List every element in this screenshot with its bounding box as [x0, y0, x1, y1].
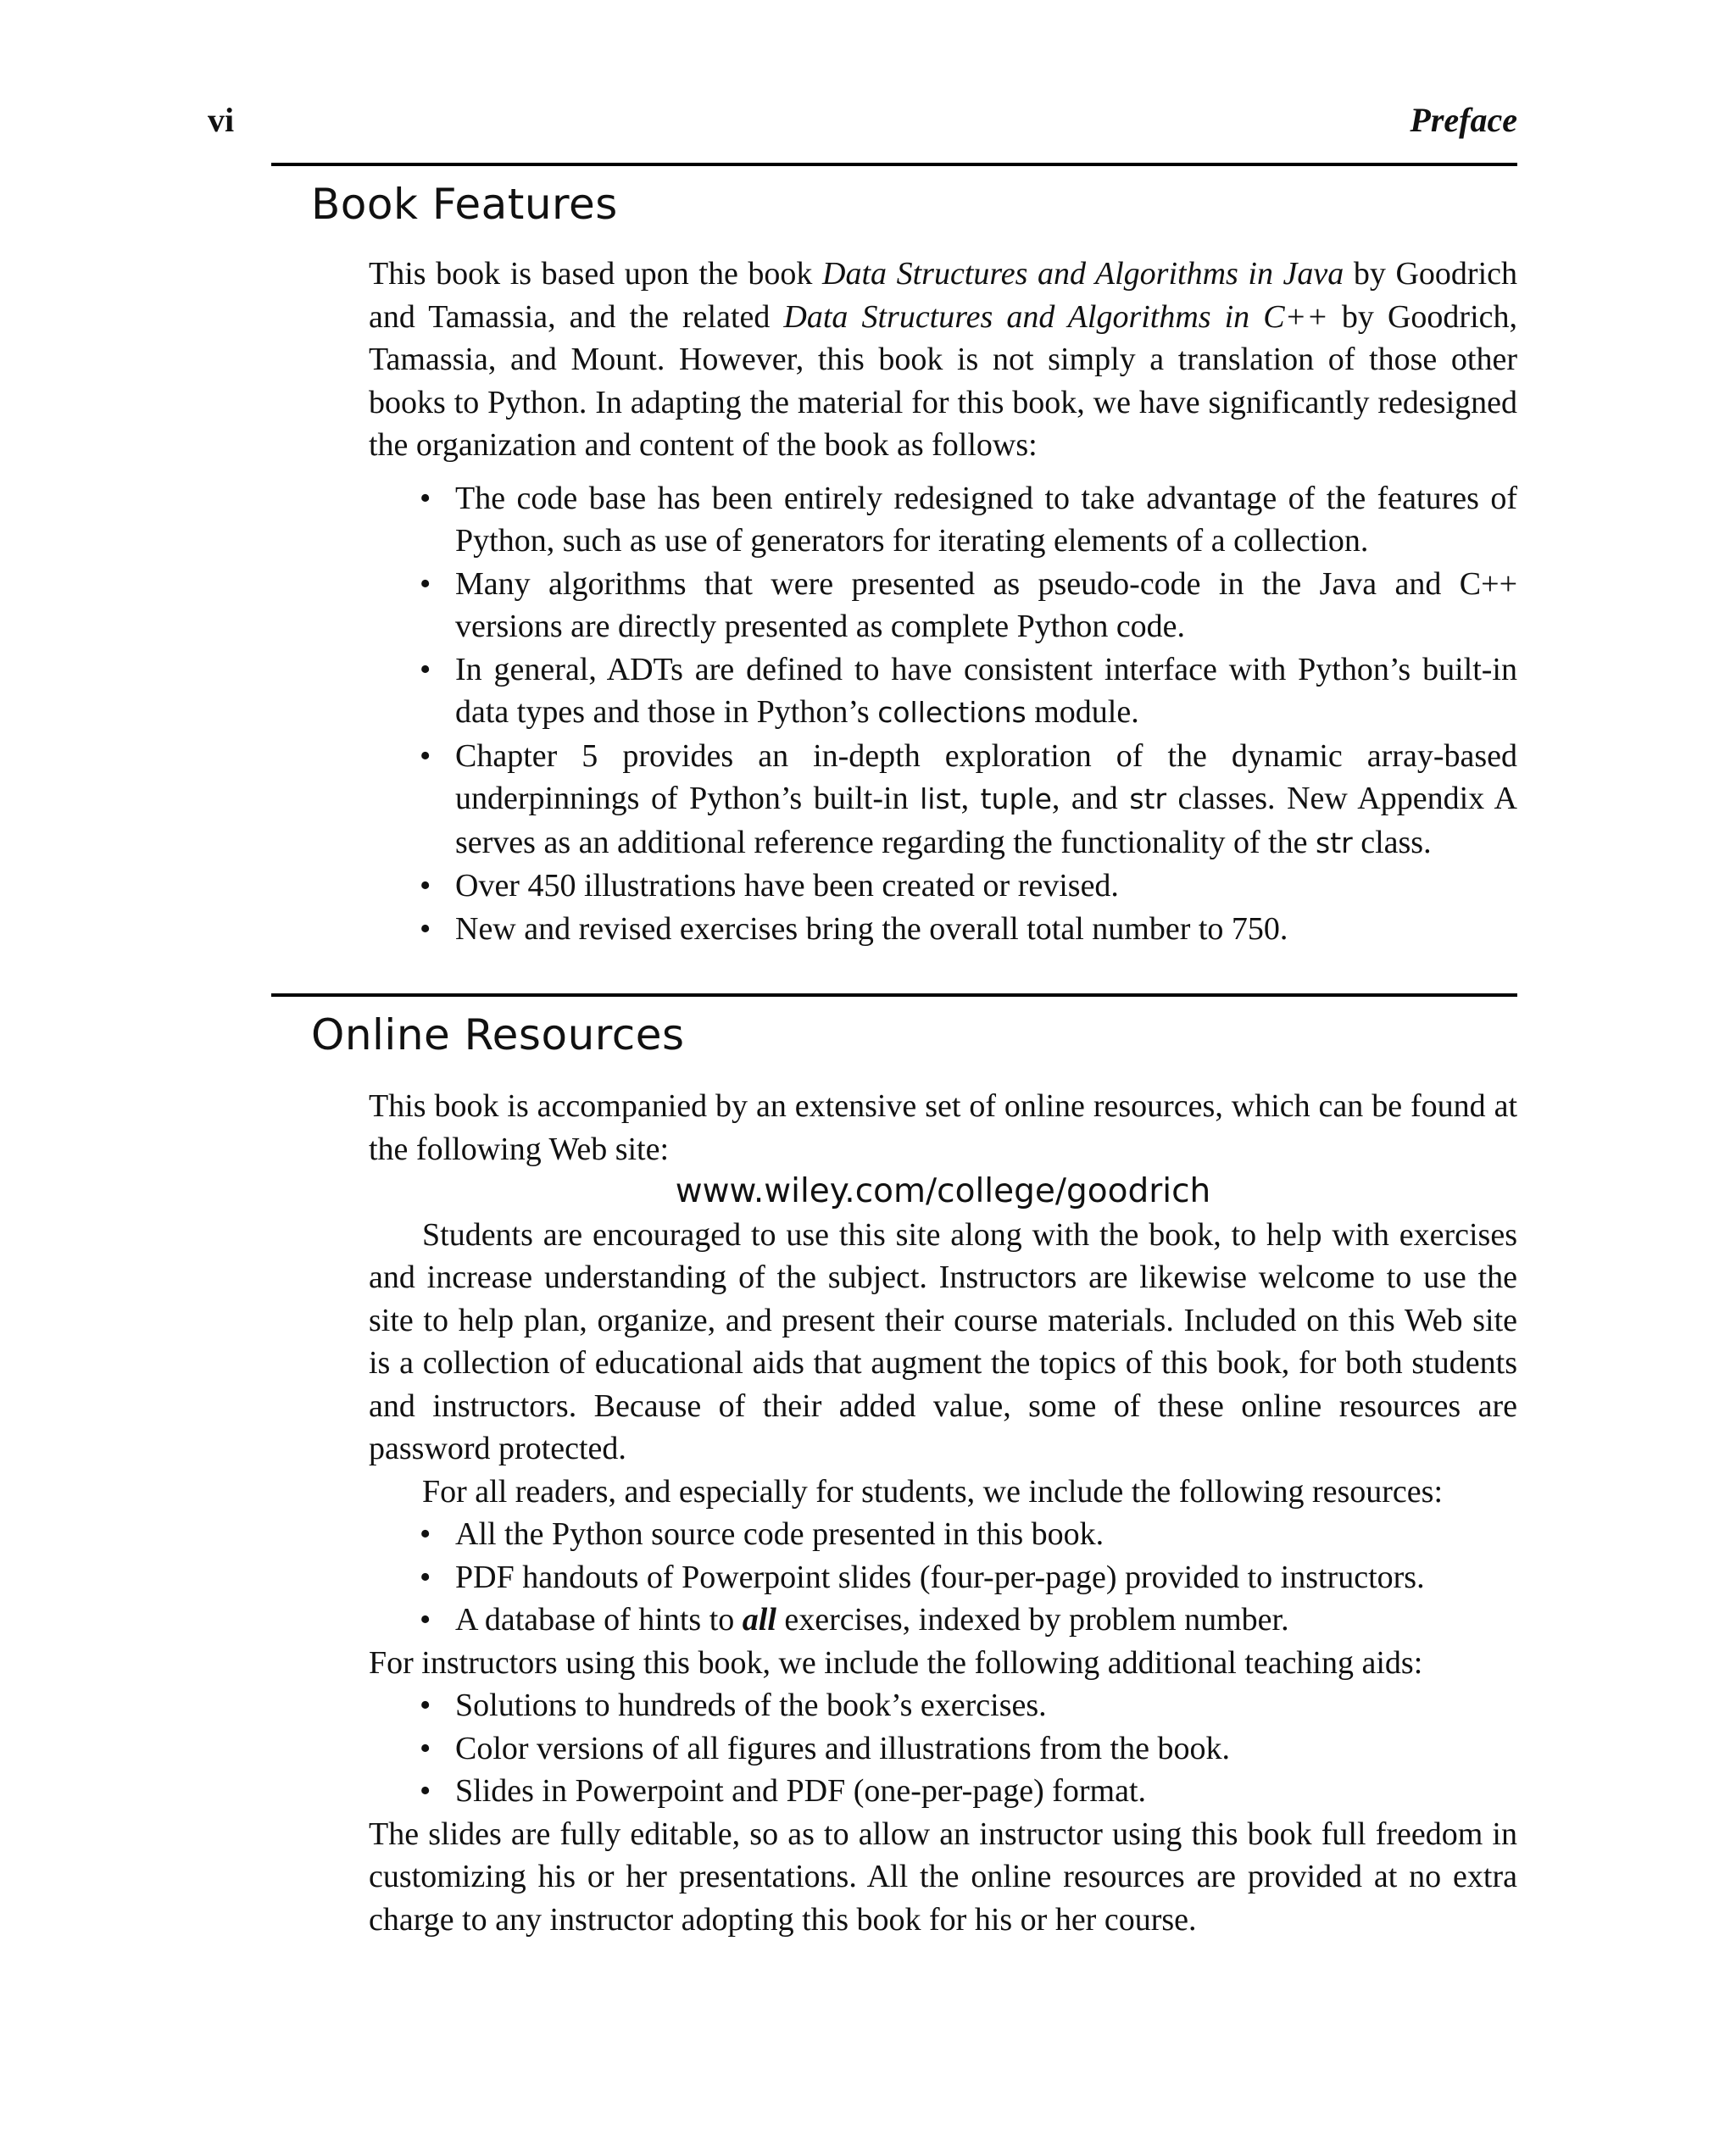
list-item: • Slides in Powerpoint and PDF (one-per-page) format. [455, 1770, 1517, 1813]
code-collections: collections [877, 696, 1027, 729]
book-features-body [369, 253, 1517, 950]
list-item [455, 648, 1517, 735]
code-str: str [1316, 826, 1353, 859]
running-head-title: Preface [1410, 101, 1517, 139]
intro-text: by Goodrich and Tamassia, and the related [369, 256, 1517, 335]
students-paragraph: Students are encouraged to use this site along with the book, to help with exercises and increase understanding of the subject. Instructors are likewise welcome to use the site to help plan, organize, and present their course materials. Included on this Web site is a collection of educational aids that augment the topics of this book, for both students and instructors. Because of their added value, some of these online resources are password protected. [369, 1216, 1517, 1466]
intro-text: This book is based upon the book [369, 256, 822, 292]
item-text: Chapter 5 provides an in-depth exploration of the dynamic array-based underpinnings of Python’s built-in [455, 737, 1517, 816]
list-item: • The code base has been entirely redesigned to take advantage of the features of Python, such as use of generators for iterating elements of a collection. [455, 477, 1517, 563]
book-title-java: Data Structures and Algorithms in Java [822, 256, 1344, 292]
item-text: , and [1051, 781, 1130, 816]
instructor-resources-list [369, 1684, 1517, 1813]
online-resources-body [369, 1085, 1517, 1941]
online-intro: This book is accompanied by an extensive set of online resources, which can be found at the following Web site: [369, 1088, 1517, 1167]
item-text: In general, ADTs are defined to have consistent interface with Python’s built-in data types and those in Python’s [455, 651, 1517, 730]
instructors-paragraph: For instructors using this book, we include the following additional teaching aids: [369, 1644, 1423, 1681]
slides-paragraph: The slides are fully editable, so as to allow an instructor using this book full freedom in customizing his or her presentations. All the online resources are provided at no extra charge to any instructor adopting this book for his or her course. [369, 1816, 1517, 1938]
intro-text: by Goodrich, Tamassia, and Mount. However, this book is not simply a translation of those other books to Python. In adapting the material for this book, we have significantly redesigned the organization and content of the book as follows: [369, 298, 1517, 463]
item-text: A database of hints to [455, 1602, 743, 1638]
list-item: • Color versions of all figures and illustrations from the book. [455, 1727, 1517, 1771]
list-item: • Solutions to hundreds of the book’s exercises. [455, 1684, 1517, 1727]
code-str: str [1129, 782, 1167, 815]
list-item [455, 1599, 1517, 1642]
code-tuple: tuple [980, 782, 1052, 815]
features-list [369, 477, 1517, 951]
code-list: list [920, 782, 961, 815]
list-item: • All the Python source code presented in this book. [455, 1513, 1517, 1556]
item-text: exercises, indexed by problem number. [776, 1602, 1289, 1638]
item-text: classes. New Appendix A serves as an additional reference regarding the functionality of the [455, 781, 1518, 860]
list-item: • PDF handouts of Powerpoint slides (four-per-page) provided to instructors. [455, 1556, 1517, 1599]
list-item [455, 735, 1517, 865]
website-url: www.wiley.com/college/goodrich [675, 1172, 1211, 1210]
section-heading-online-resources: Online Resources [311, 1010, 685, 1059]
running-head [208, 100, 1517, 140]
section-rule [271, 993, 1517, 997]
readers-paragraph: For all readers, and especially for students, we include the following resources: [422, 1473, 1444, 1510]
item-text: module. [1026, 694, 1139, 730]
list-item: • Many algorithms that were presented as pseudo-code in the Java and C++ versions are directly presented as complete Python code. [455, 563, 1517, 648]
page-number: vi [208, 101, 235, 139]
emphasis-all: all [742, 1602, 776, 1638]
section-rule [271, 163, 1517, 166]
section-heading-book-features: Book Features [311, 180, 618, 229]
item-text: class. [1352, 824, 1432, 860]
book-features-intro [369, 253, 1517, 467]
list-item: • Over 450 illustrations have been created or revised. [455, 865, 1517, 908]
reader-resources-list [369, 1513, 1517, 1642]
book-title-cpp: Data Structures and Algorithms in C++ [783, 298, 1328, 335]
list-item: • New and revised exercises bring the overall total number to 750. [455, 908, 1517, 951]
item-text: , [960, 781, 981, 816]
